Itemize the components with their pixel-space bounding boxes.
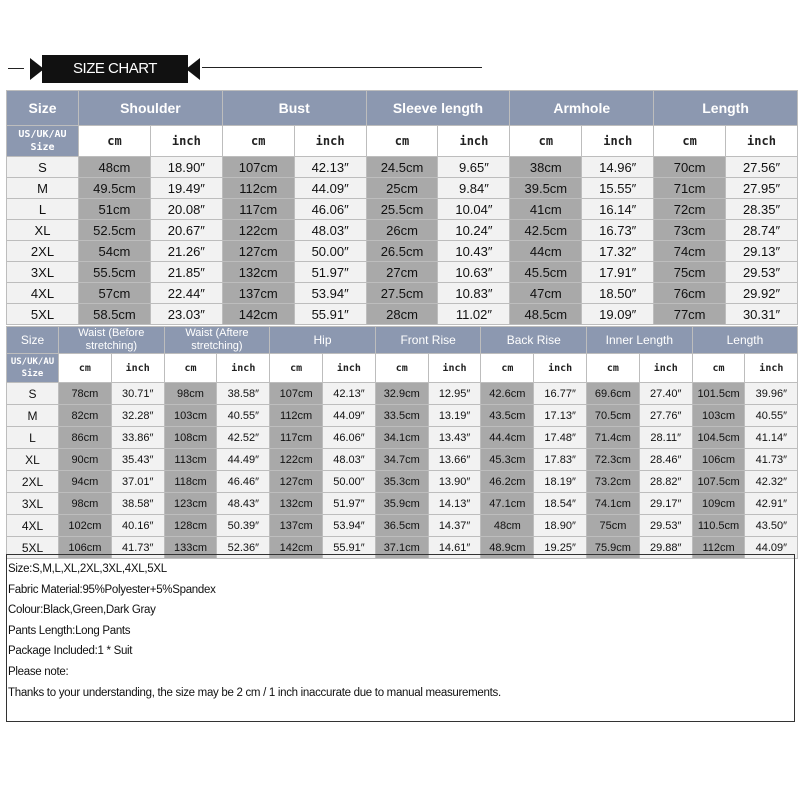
table-row	[7, 449, 798, 471]
inch-value-cell: 44.09″	[745, 537, 798, 559]
column-header-inner-length: Inner Length	[587, 327, 693, 354]
table-header-row	[7, 327, 798, 354]
inch-value-cell: 51.97″	[323, 493, 376, 515]
inch-unit-header: inch	[639, 354, 692, 383]
title-banner	[30, 55, 200, 83]
inch-value-cell: 42.32″	[745, 471, 798, 493]
inch-value-cell: 39.96″	[745, 383, 798, 405]
top-size-table	[6, 90, 798, 325]
cm-value-cell: 127cm	[270, 471, 323, 493]
note-sizes: Size:S,M,L,XL,2XL,3XL,4XL,5XL	[8, 563, 167, 575]
cm-value-cell: 46.2cm	[481, 471, 534, 493]
cm-value-cell: 137cm	[270, 515, 323, 537]
table-row	[7, 199, 798, 220]
cm-value-cell: 128cm	[164, 515, 217, 537]
cm-value-cell: 103cm	[692, 405, 745, 427]
size-column-header: Size	[7, 327, 59, 354]
inch-value-cell: 16.77″	[534, 383, 587, 405]
cm-value-cell: 94cm	[59, 471, 112, 493]
inch-value-cell: 13.90″	[428, 471, 481, 493]
cm-value-cell: 112cm	[692, 537, 745, 559]
inch-value-cell: 28.35″	[726, 199, 798, 220]
inch-value-cell: 14.13″	[428, 493, 481, 515]
inch-value-cell: 42.52″	[217, 427, 270, 449]
cm-value-cell: 142cm	[270, 537, 323, 559]
inch-value-cell: 42.13″	[294, 157, 366, 178]
size-cell: 5XL	[7, 537, 59, 559]
inch-value-cell: 14.61″	[428, 537, 481, 559]
cm-value-cell: 41cm	[510, 199, 582, 220]
cm-value-cell: 82cm	[59, 405, 112, 427]
inch-value-cell: 19.49″	[150, 178, 222, 199]
inch-value-cell: 27.95″	[726, 178, 798, 199]
inch-value-cell: 44.49″	[217, 449, 270, 471]
inch-value-cell: 18.90″	[150, 157, 222, 178]
cm-value-cell: 55.5cm	[79, 262, 151, 283]
inch-value-cell: 50.00″	[294, 241, 366, 262]
note-package-included: Package Included:1 * Suit	[8, 645, 133, 658]
inch-value-cell: 40.16″	[111, 515, 164, 537]
inch-value-cell: 35.43″	[111, 449, 164, 471]
cm-value-cell: 35.3cm	[375, 471, 428, 493]
cm-value-cell: 133cm	[164, 537, 217, 559]
cm-value-cell: 76cm	[654, 283, 726, 304]
inch-value-cell: 17.83″	[534, 449, 587, 471]
note-pants-length: Pants Length:Long Pants	[8, 624, 131, 637]
size-cell: L	[7, 199, 79, 220]
size-cell: 3XL	[7, 262, 79, 283]
inch-value-cell: 28.46″	[639, 449, 692, 471]
cm-value-cell: 117cm	[270, 427, 323, 449]
inch-value-cell: 46.06″	[323, 427, 376, 449]
inch-value-cell: 29.53″	[639, 515, 692, 537]
note-colour: Colour:Black,Green,Dark Gray	[8, 604, 156, 617]
inch-value-cell: 42.13″	[323, 383, 376, 405]
cm-value-cell: 70cm	[654, 157, 726, 178]
cm-unit-header: cm	[270, 354, 323, 383]
cm-value-cell: 78cm	[59, 383, 112, 405]
inch-value-cell: 44.09″	[323, 405, 376, 427]
cm-value-cell: 44cm	[510, 241, 582, 262]
inch-value-cell: 38.58″	[217, 383, 270, 405]
cm-value-cell: 37.1cm	[375, 537, 428, 559]
inch-value-cell: 13.66″	[428, 449, 481, 471]
cm-value-cell: 32.9cm	[375, 383, 428, 405]
inch-value-cell: 41.73″	[111, 537, 164, 559]
page-title: SIZE CHART	[73, 60, 157, 77]
table-row	[7, 471, 798, 493]
inch-value-cell: 17.91″	[582, 262, 654, 283]
inch-value-cell: 48.43″	[217, 493, 270, 515]
inch-value-cell: 29.53″	[726, 262, 798, 283]
cm-value-cell: 34.7cm	[375, 449, 428, 471]
cm-value-cell: 75.9cm	[587, 537, 640, 559]
inch-value-cell: 18.54″	[534, 493, 587, 515]
column-header-back-rise: Back Rise	[481, 327, 587, 354]
cm-value-cell: 73cm	[654, 220, 726, 241]
table-row	[7, 157, 798, 178]
inch-unit-header: inch	[438, 126, 510, 157]
inch-unit-header: inch	[294, 126, 366, 157]
banner-ribbon-right	[186, 58, 200, 80]
table-header-row	[7, 91, 798, 126]
column-header-waist-aftere-stretching: Waist (Aftere stretching)	[164, 327, 270, 354]
inch-value-cell: 29.92″	[726, 283, 798, 304]
cm-value-cell: 33.5cm	[375, 405, 428, 427]
size-cell: XL	[7, 220, 79, 241]
cm-value-cell: 103cm	[164, 405, 217, 427]
cm-value-cell: 71cm	[654, 178, 726, 199]
inch-value-cell: 9.65″	[438, 157, 510, 178]
cm-unit-header: cm	[79, 126, 151, 157]
size-cell: S	[7, 157, 79, 178]
inch-value-cell: 18.50″	[582, 283, 654, 304]
cm-value-cell: 48cm	[79, 157, 151, 178]
inch-unit-header: inch	[726, 126, 798, 157]
inch-value-cell: 55.91″	[294, 304, 366, 325]
cm-unit-header: cm	[164, 354, 217, 383]
unit-header-row	[7, 126, 798, 157]
inch-value-cell: 29.17″	[639, 493, 692, 515]
cm-value-cell: 36.5cm	[375, 515, 428, 537]
column-header-waist-before-stretching: Waist (Before stretching)	[59, 327, 165, 354]
note-heading: Please note:	[8, 665, 69, 678]
inch-value-cell: 12.95″	[428, 383, 481, 405]
size-cell: M	[7, 178, 79, 199]
table-row	[7, 515, 798, 537]
inch-value-cell: 46.46″	[217, 471, 270, 493]
column-header-hip: Hip	[270, 327, 376, 354]
cm-value-cell: 57cm	[79, 283, 151, 304]
cm-value-cell: 49.5cm	[79, 178, 151, 199]
table-body	[7, 383, 798, 559]
table-row	[7, 178, 798, 199]
table-body	[7, 157, 798, 325]
inch-value-cell: 53.94″	[323, 515, 376, 537]
cm-value-cell: 74cm	[654, 241, 726, 262]
inch-value-cell: 27.56″	[726, 157, 798, 178]
inch-value-cell: 28.74″	[726, 220, 798, 241]
cm-value-cell: 24.5cm	[366, 157, 438, 178]
inch-value-cell: 43.50″	[745, 515, 798, 537]
cm-value-cell: 26.5cm	[366, 241, 438, 262]
cm-value-cell: 137cm	[222, 283, 294, 304]
cm-value-cell: 132cm	[222, 262, 294, 283]
cm-value-cell: 42.6cm	[481, 383, 534, 405]
inch-unit-header: inch	[323, 354, 376, 383]
size-cell: M	[7, 405, 59, 427]
cm-value-cell: 69.6cm	[587, 383, 640, 405]
size-chart-title-bar	[6, 55, 486, 83]
cm-value-cell: 42.5cm	[510, 220, 582, 241]
cm-value-cell: 122cm	[270, 449, 323, 471]
inch-value-cell: 10.43″	[438, 241, 510, 262]
cm-value-cell: 48cm	[481, 515, 534, 537]
cm-value-cell: 75cm	[654, 262, 726, 283]
column-header-bust: Bust	[222, 91, 366, 126]
cm-value-cell: 113cm	[164, 449, 217, 471]
cm-value-cell: 104.5cm	[692, 427, 745, 449]
cm-value-cell: 108cm	[164, 427, 217, 449]
cm-unit-header: cm	[654, 126, 726, 157]
inch-value-cell: 41.14″	[745, 427, 798, 449]
inch-value-cell: 40.55″	[745, 405, 798, 427]
inch-value-cell: 17.13″	[534, 405, 587, 427]
column-header-shoulder: Shoulder	[79, 91, 223, 126]
inch-value-cell: 9.84″	[438, 178, 510, 199]
cm-value-cell: 25.5cm	[366, 199, 438, 220]
table-row	[7, 383, 798, 405]
inch-value-cell: 21.26″	[150, 241, 222, 262]
inch-value-cell: 14.37″	[428, 515, 481, 537]
inch-value-cell: 48.03″	[323, 449, 376, 471]
inch-value-cell: 19.25″	[534, 537, 587, 559]
size-cell: S	[7, 383, 59, 405]
cm-value-cell: 27cm	[366, 262, 438, 283]
column-header-length: Length	[654, 91, 798, 126]
cm-value-cell: 38cm	[510, 157, 582, 178]
cm-value-cell: 74.1cm	[587, 493, 640, 515]
inch-value-cell: 16.73″	[582, 220, 654, 241]
cm-value-cell: 98cm	[164, 383, 217, 405]
cm-value-cell: 106cm	[59, 537, 112, 559]
cm-value-cell: 45.3cm	[481, 449, 534, 471]
column-header-front-rise: Front Rise	[375, 327, 481, 354]
size-standard-header: US/UK/AU Size	[7, 354, 59, 383]
cm-unit-header: cm	[366, 126, 438, 157]
cm-unit-header: cm	[222, 126, 294, 157]
table-row	[7, 241, 798, 262]
table-row	[7, 262, 798, 283]
inch-unit-header: inch	[582, 126, 654, 157]
inch-value-cell: 10.63″	[438, 262, 510, 283]
cm-value-cell: 127cm	[222, 241, 294, 262]
inch-value-cell: 23.03″	[150, 304, 222, 325]
cm-value-cell: 102cm	[59, 515, 112, 537]
size-cell: 2XL	[7, 241, 79, 262]
inch-unit-header: inch	[745, 354, 798, 383]
inch-unit-header: inch	[111, 354, 164, 383]
table-row	[7, 493, 798, 515]
cm-value-cell: 107cm	[270, 383, 323, 405]
cm-value-cell: 26cm	[366, 220, 438, 241]
cm-value-cell: 28cm	[366, 304, 438, 325]
cm-value-cell: 47cm	[510, 283, 582, 304]
cm-value-cell: 112cm	[222, 178, 294, 199]
inch-value-cell: 41.73″	[745, 449, 798, 471]
inch-value-cell: 29.88″	[639, 537, 692, 559]
cm-value-cell: 54cm	[79, 241, 151, 262]
cm-value-cell: 98cm	[59, 493, 112, 515]
cm-value-cell: 86cm	[59, 427, 112, 449]
inch-value-cell: 52.36″	[217, 537, 270, 559]
inch-value-cell: 30.71″	[111, 383, 164, 405]
inch-value-cell: 27.40″	[639, 383, 692, 405]
cm-value-cell: 70.5cm	[587, 405, 640, 427]
inch-value-cell: 19.09″	[582, 304, 654, 325]
inch-value-cell: 17.48″	[534, 427, 587, 449]
inch-value-cell: 15.55″	[582, 178, 654, 199]
product-notes-box	[6, 554, 795, 722]
column-header-armhole: Armhole	[510, 91, 654, 126]
cm-value-cell: 106cm	[692, 449, 745, 471]
inch-value-cell: 55.91″	[323, 537, 376, 559]
inch-value-cell: 11.02″	[438, 304, 510, 325]
divider-line	[8, 68, 24, 69]
cm-value-cell: 35.9cm	[375, 493, 428, 515]
size-cell: 4XL	[7, 283, 79, 304]
inch-value-cell: 37.01″	[111, 471, 164, 493]
inch-value-cell: 14.96″	[582, 157, 654, 178]
cm-value-cell: 39.5cm	[510, 178, 582, 199]
inch-unit-header: inch	[217, 354, 270, 383]
inch-value-cell: 17.32″	[582, 241, 654, 262]
divider-line	[202, 67, 482, 68]
cm-value-cell: 52.5cm	[79, 220, 151, 241]
inch-value-cell: 42.91″	[745, 493, 798, 515]
cm-value-cell: 48.5cm	[510, 304, 582, 325]
cm-value-cell: 58.5cm	[79, 304, 151, 325]
cm-unit-header: cm	[510, 126, 582, 157]
cm-value-cell: 75cm	[587, 515, 640, 537]
inch-value-cell: 10.04″	[438, 199, 510, 220]
inch-unit-header: inch	[534, 354, 587, 383]
size-standard-header: US/UK/AU Size	[7, 126, 79, 157]
bottom-size-table	[6, 326, 798, 559]
cm-value-cell: 109cm	[692, 493, 745, 515]
cm-value-cell: 101.5cm	[692, 383, 745, 405]
cm-value-cell: 47.1cm	[481, 493, 534, 515]
cm-value-cell: 112cm	[270, 405, 323, 427]
cm-value-cell: 123cm	[164, 493, 217, 515]
inch-value-cell: 21.85″	[150, 262, 222, 283]
inch-value-cell: 50.00″	[323, 471, 376, 493]
cm-value-cell: 25cm	[366, 178, 438, 199]
inch-value-cell: 38.58″	[111, 493, 164, 515]
unit-header-row	[7, 354, 798, 383]
cm-value-cell: 107.5cm	[692, 471, 745, 493]
inch-value-cell: 28.11″	[639, 427, 692, 449]
inch-value-cell: 40.55″	[217, 405, 270, 427]
inch-value-cell: 30.31″	[726, 304, 798, 325]
note-measurement-disclaimer: Thanks to your understanding, the size may be 2 cm / 1 inch inaccurate due to manual measurements.	[8, 686, 501, 699]
table-row	[7, 220, 798, 241]
cm-value-cell: 27.5cm	[366, 283, 438, 304]
cm-value-cell: 43.5cm	[481, 405, 534, 427]
inch-unit-header: inch	[428, 354, 481, 383]
cm-value-cell: 73.2cm	[587, 471, 640, 493]
cm-value-cell: 118cm	[164, 471, 217, 493]
cm-unit-header: cm	[375, 354, 428, 383]
cm-value-cell: 45.5cm	[510, 262, 582, 283]
cm-unit-header: cm	[587, 354, 640, 383]
cm-value-cell: 71.4cm	[587, 427, 640, 449]
column-header-length: Length	[692, 327, 798, 354]
size-cell: 5XL	[7, 304, 79, 325]
inch-unit-header: inch	[150, 126, 222, 157]
cm-value-cell: 107cm	[222, 157, 294, 178]
inch-value-cell: 18.90″	[534, 515, 587, 537]
inch-value-cell: 10.24″	[438, 220, 510, 241]
note-fabric-material: Fabric Material:95%Polyester+5%Spandex	[8, 583, 216, 596]
inch-value-cell: 13.43″	[428, 427, 481, 449]
inch-value-cell: 10.83″	[438, 283, 510, 304]
cm-value-cell: 90cm	[59, 449, 112, 471]
inch-value-cell: 20.08″	[150, 199, 222, 220]
inch-value-cell: 18.19″	[534, 471, 587, 493]
cm-value-cell: 34.1cm	[375, 427, 428, 449]
cm-value-cell: 72.3cm	[587, 449, 640, 471]
inch-value-cell: 13.19″	[428, 405, 481, 427]
size-cell: 4XL	[7, 515, 59, 537]
size-cell: 2XL	[7, 471, 59, 493]
inch-value-cell: 51.97″	[294, 262, 366, 283]
column-header-sleeve-length: Sleeve length	[366, 91, 510, 126]
size-cell: 3XL	[7, 493, 59, 515]
inch-value-cell: 32.28″	[111, 405, 164, 427]
inch-value-cell: 20.67″	[150, 220, 222, 241]
cm-unit-header: cm	[481, 354, 534, 383]
inch-value-cell: 33.86″	[111, 427, 164, 449]
cm-value-cell: 132cm	[270, 493, 323, 515]
inch-value-cell: 16.14″	[582, 199, 654, 220]
cm-unit-header: cm	[59, 354, 112, 383]
table-row	[7, 283, 798, 304]
size-cell: L	[7, 427, 59, 449]
inch-value-cell: 28.82″	[639, 471, 692, 493]
inch-value-cell: 48.03″	[294, 220, 366, 241]
cm-value-cell: 48.9cm	[481, 537, 534, 559]
cm-value-cell: 44.4cm	[481, 427, 534, 449]
inch-value-cell: 50.39″	[217, 515, 270, 537]
inch-value-cell: 22.44″	[150, 283, 222, 304]
table-row	[7, 304, 798, 325]
cm-value-cell: 110.5cm	[692, 515, 745, 537]
size-column-header: Size	[7, 91, 79, 126]
cm-value-cell: 122cm	[222, 220, 294, 241]
cm-value-cell: 51cm	[79, 199, 151, 220]
size-cell: XL	[7, 449, 59, 471]
inch-value-cell: 53.94″	[294, 283, 366, 304]
table-row	[7, 427, 798, 449]
table-row	[7, 405, 798, 427]
cm-value-cell: 117cm	[222, 199, 294, 220]
cm-value-cell: 142cm	[222, 304, 294, 325]
cm-value-cell: 77cm	[654, 304, 726, 325]
inch-value-cell: 44.09″	[294, 178, 366, 199]
inch-value-cell: 46.06″	[294, 199, 366, 220]
inch-value-cell: 29.13″	[726, 241, 798, 262]
inch-value-cell: 27.76″	[639, 405, 692, 427]
cm-value-cell: 72cm	[654, 199, 726, 220]
cm-unit-header: cm	[692, 354, 745, 383]
